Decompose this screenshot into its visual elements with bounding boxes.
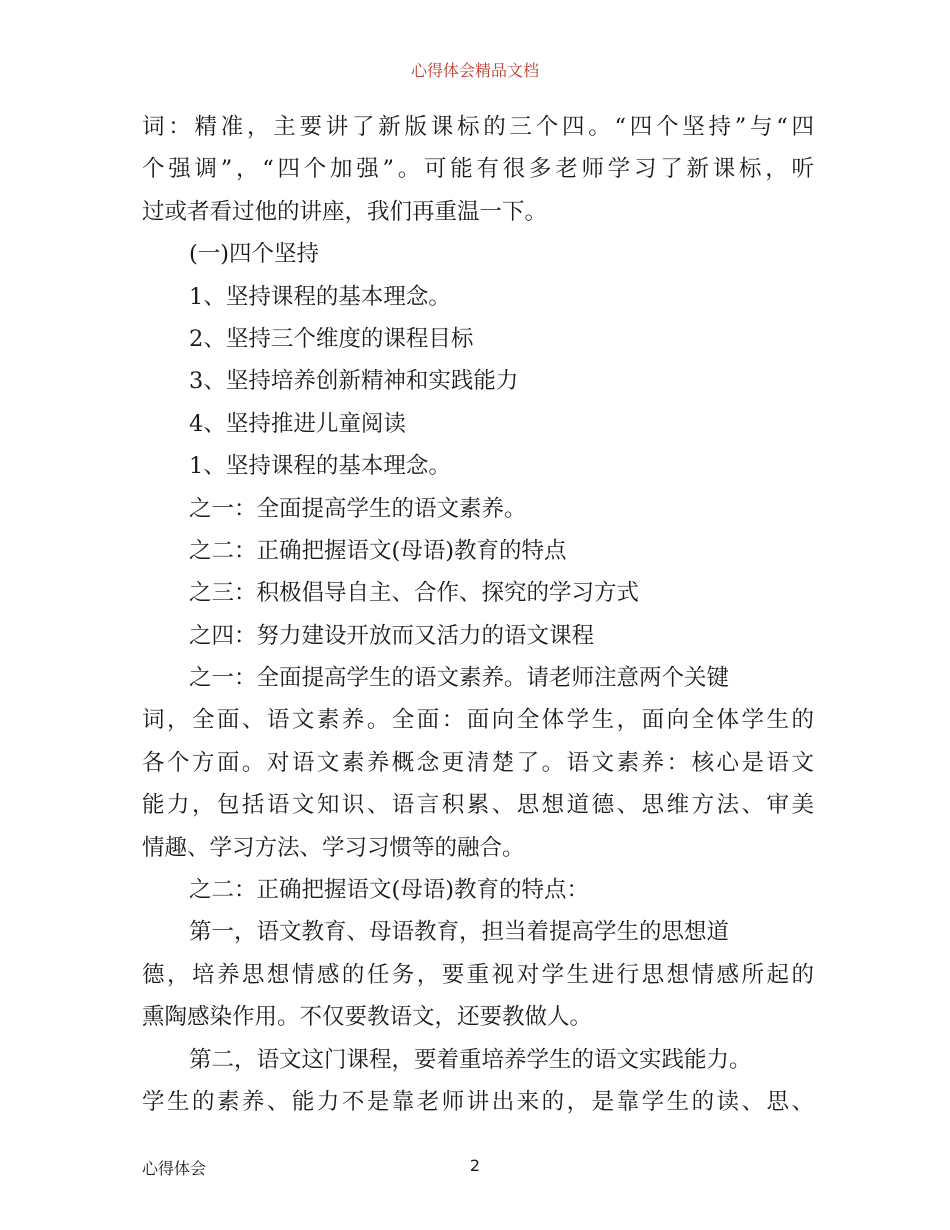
list-item: 之一：全面提高学生的语文素养。 — [189, 495, 527, 522]
paragraph-line: 德，培养思想情感的任务，要重视对学生进行思想情感所起的 — [142, 961, 814, 988]
list-item: 之二：正确把握语文(母语)教育的特点 — [189, 537, 567, 564]
paragraph-line: 过或者看过他的讲座，我们再重温一下。 — [142, 198, 548, 225]
list-item: 4、坚持推进儿童阅读 — [189, 410, 406, 437]
list-item: 3、坚持培养创新精神和实践能力 — [189, 368, 519, 395]
paragraph-line: 各个方面。对语文素养概念更清楚了。语文素养：核心是语文 — [142, 749, 814, 776]
section-heading: (一)四个坚持 — [189, 241, 320, 268]
paragraph-line: 熏陶感染作用。不仅要教语文，还要教做人。 — [142, 1004, 593, 1031]
paragraph-line: 词：精准，主要讲了新版课标的三个四。“四个坚持”与“四 — [142, 114, 814, 140]
list-item: 2、坚持三个维度的课程目标 — [189, 325, 474, 352]
paragraph-line: 能力，包括语文知识、语言积累、思想道德、思维方法、审美 — [142, 792, 814, 819]
paragraph-line: 个强调”，“四个加强”。可能有很多老师学习了新课标，听 — [142, 156, 814, 183]
paragraph-line: 情趣、学习方法、学习习惯等的融合。 — [142, 834, 525, 861]
paragraph-line: 之一：全面提高学生的语文素养。请老师注意两个关键 — [189, 665, 730, 692]
footer-label: 心得体会 — [142, 1159, 207, 1178]
paragraph-line: 第一，语文教育、母语教育，担当着提高学生的思想道 — [189, 919, 730, 946]
list-item: 之四：努力建设开放而又活力的语文课程 — [189, 622, 595, 649]
document-header-title: 心得体会精品文档 — [410, 61, 539, 80]
paragraph-line: 之二：正确把握语文(母语)教育的特点： — [189, 877, 590, 904]
list-item: 之三：积极倡导自主、合作、探究的学习方式 — [189, 580, 640, 607]
list-item: 1、坚持课程的基本理念。 — [189, 453, 451, 480]
paragraph-line: 词，全面、语文素养。全面：面向全体学生，面向全体学生的 — [142, 707, 814, 734]
list-item: 1、坚持课程的基本理念。 — [189, 283, 451, 310]
paragraph-line: 学生的素养、能力不是靠老师讲出来的，是靠学生的读、思、 — [142, 1088, 814, 1115]
document-body — [142, 106, 814, 1123]
paragraph-line: 第二，语文这门课程，要着重培养学生的语文实践能力。 — [189, 1046, 752, 1073]
page-number: 2 — [469, 1156, 481, 1175]
